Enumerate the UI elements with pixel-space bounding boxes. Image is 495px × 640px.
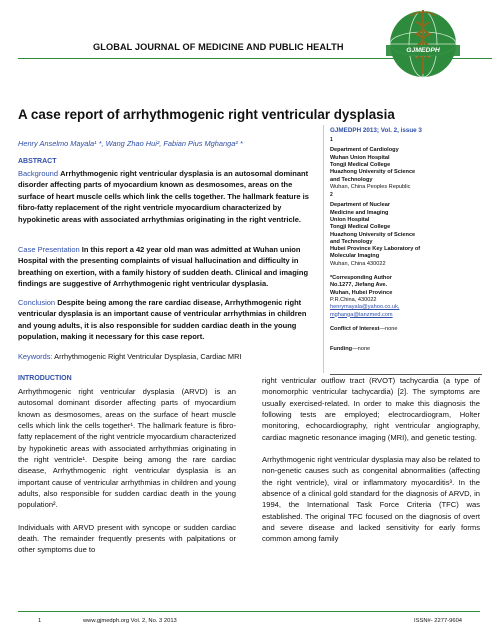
paragraph: Arrhythmogenic right ventricular dysplasia may also be related to non-genetic causes such as congenital abnormalities (affecting the right ventricle), viral or inflammatory myocarditis³. In the absence of a clinical gold standard for the diagnosis of ARVD, in 1994, the International Task Force Criteria (TFC) was established. The original TFC focused on the diagnosis of overt and severe disease and lacked sensitivity for early forms common among family	[262, 455, 480, 544]
corr-line: Wuhan, Hubei Province	[330, 289, 393, 296]
right-column	[262, 375, 480, 556]
aff2-line: Department of Nuclear	[330, 202, 390, 209]
aff2-line: Hubei Province Key Laboratory of	[330, 246, 421, 253]
paragraph: right ventricular outflow tract (RVOT) tachycardia (a type of monomorphic ventricular tachycardia) [2]. The symptoms are usually exercised-related. In order to make this diagnosis the following tests are employed; electrocardiogram, Holter monitoring, echocardiography, right ventricular angiography, cardiac magnetic resonance imaging (MRI), and genetic testing.	[262, 376, 480, 442]
keywords-text: Arrhythmogenic Right Ventricular Dysplasia, Cardiac MRI	[54, 352, 242, 361]
keywords	[18, 352, 241, 361]
background-label: Background	[18, 169, 59, 178]
keywords-label: Keywords:	[18, 352, 53, 361]
aff2-city: Wuhan, China 430022	[330, 260, 386, 267]
conflict-value: —none	[379, 325, 398, 332]
abstract-background	[18, 168, 316, 225]
aff1-city: Wuhan, China Peoples Republic	[330, 183, 411, 190]
aff2-line: Union Hospital	[330, 216, 370, 223]
journal-title: GLOBAL JOURNAL OF MEDICINE AND PUBLIC HEALTH	[93, 42, 344, 52]
introduction-heading: INTRODUCTION	[18, 375, 72, 382]
left-column	[18, 386, 236, 567]
conclusion-label: Conclusion	[18, 298, 56, 307]
conflict-label: Conflict of Interest	[330, 325, 380, 332]
affiliation-2-number: 2	[330, 192, 333, 199]
logo-wordmark: GJMEDPH	[406, 47, 440, 54]
aff1-line: Wuhan Union Hospital	[330, 154, 390, 161]
paper-title: A case report of arrhythmogenic right ventricular dysplasia	[18, 107, 395, 122]
paragraph: Arrhythmogenic right ventricular dysplasia (ARVD) is an autosomal dominant disorder affecting parts of myocardium known as desmosomes, areas on the surface of heart muscle cells which link the cells together¹. The hallmark feature is fibro-fatty replacement of the right ventricle myocardium characterized by hypokinetic areas with associated arrhythmias originating in the right ventricle¹. Despite being among the rare cardiac disease, Arrhythmogenic right ventricular dysplasia is an important cause of ventricular arrhythmias in children and young adults, also responsible for sudden cardiac death in the young population².	[18, 387, 236, 510]
sidebar-divider	[323, 125, 324, 373]
affiliation-1-number: 1	[330, 137, 333, 144]
conflict-of-interest	[330, 326, 480, 333]
affiliation-2	[330, 192, 480, 268]
aff2-line: and Technology	[330, 238, 373, 245]
case-label: Case Presentation	[18, 245, 80, 254]
issue-info: GJMEDPH 2013; Vol. 2, issue 3	[330, 127, 422, 134]
affiliation-1	[330, 137, 480, 191]
funding	[330, 346, 480, 353]
aff2-line: Medicine and Imaging	[330, 209, 389, 216]
background-text: Arrhythmogenic right ventricular dysplasia is an autosomal dominant disorder affecting parts of myocardium known as desmosomes, areas on the surface of heart muscle cells which link the cells together. The hallmark feature is fibro-fatty replacement of the right ventricle myocardium characterized by hypokinetic areas with associated arrhythmias originating in the right ventricle.	[18, 169, 309, 224]
case-text: In this report a 42 year old man was admitted at Wuhan union Hospital with the presenting complaints of visual hallucination and difficulty in breathing on exertion, with a family history of sudden death. Clinical and imaging findings are suggestive of Arrhythmogenic right ventricular dysplasia.	[18, 245, 309, 289]
abstract-case	[18, 244, 316, 290]
aff2-line: Tongji Medical College	[330, 224, 391, 231]
aff2-line: Molecular Imaging	[330, 253, 380, 260]
corr-country: P.R.China, 430022	[330, 296, 377, 303]
aff1-line: Huazhong University of Science	[330, 169, 416, 176]
footer-issn: ISSN#- 2277-9604	[414, 618, 463, 624]
author-list: Henry Anselmo Mayala¹ *, Wang Zhao Hui², Fabian Pius Mghanga² *	[18, 139, 243, 148]
abstract-conclusion	[18, 297, 316, 343]
corresponding-author	[330, 275, 480, 319]
sidebar	[330, 127, 480, 353]
email-link[interactable]: henrymayala@yahoo.co.uk,	[330, 304, 400, 311]
aff1-line: and Technology	[330, 176, 373, 183]
abstract-heading: ABSTRACT	[18, 158, 57, 165]
footer-url: www.gjmedph.org Vol. 2, No. 3 2013	[83, 618, 177, 624]
page-number: 1	[38, 618, 42, 624]
aff1-line: Tongji Medical College	[330, 162, 391, 169]
funding-label: Funding	[330, 346, 353, 353]
conclusion-text: Despite being among the rare cardiac disease, Arrhythmogenic right ventricular dysplasia is an important cause of ventricular arrhythmias in children and young adults, it is also responsible for sudden cardiac death in the young population, making it necessary for this case report.	[18, 298, 307, 342]
aff2-line: Huazhong University of Science	[330, 231, 416, 238]
corr-line: No.1277, Jiefang Ave.	[330, 282, 388, 289]
aff1-line: Department of Cardiology	[330, 147, 399, 154]
email-link[interactable]: mghanga@tanzmed.com	[330, 311, 393, 318]
footer-rule	[18, 611, 480, 612]
paragraph: Individuals with ARVD present with syncope or sudden cardiac death. The remainder frequently presents with palpitations or other symptoms due to	[18, 522, 236, 555]
corr-label: *Corresponding Author	[330, 275, 392, 282]
funding-value: —none	[352, 346, 371, 353]
